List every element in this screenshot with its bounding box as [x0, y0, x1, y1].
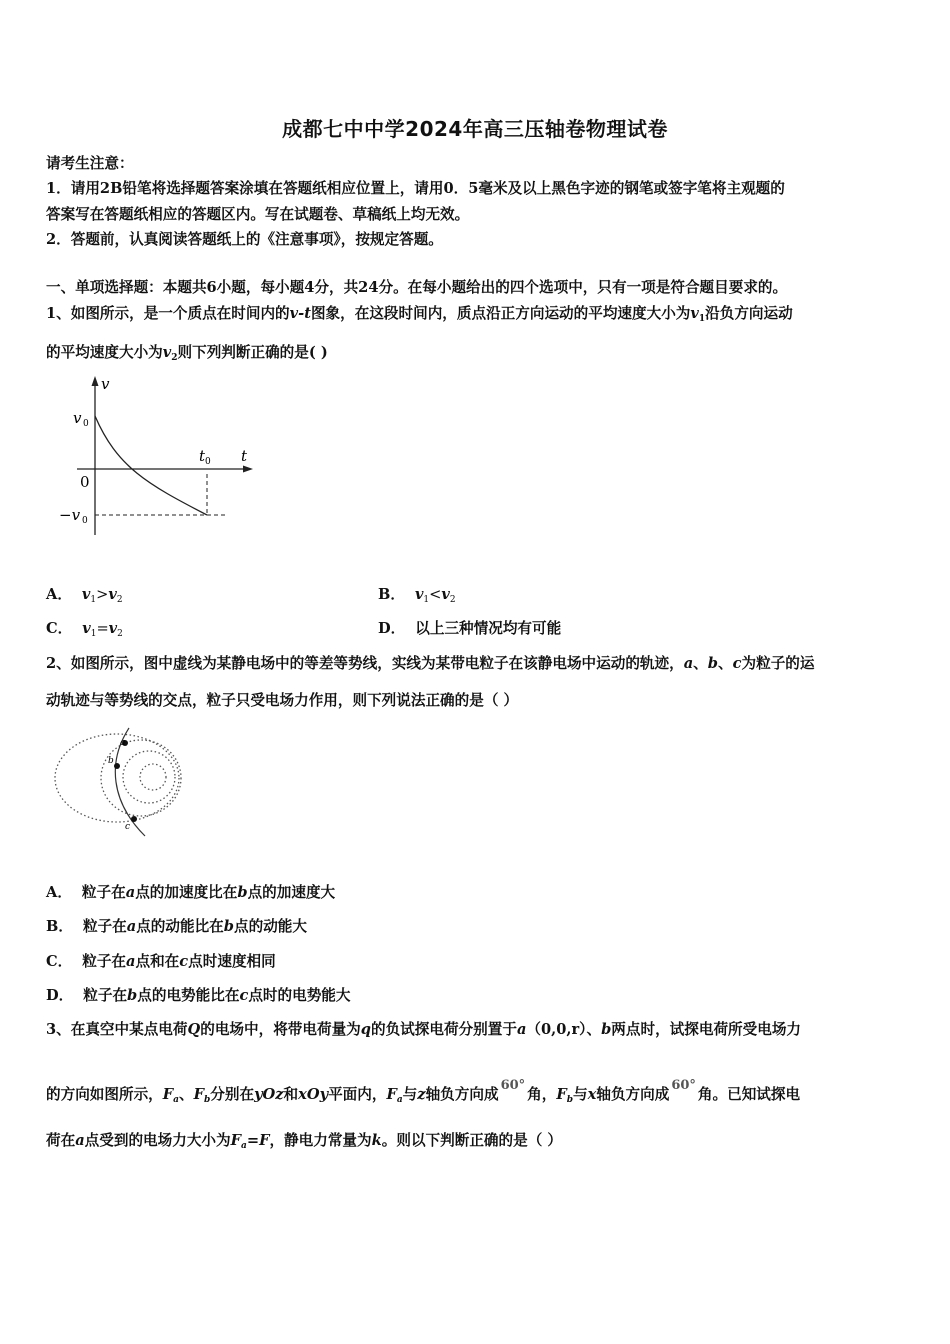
v0-label: v	[73, 409, 82, 427]
q2-line-2: 动轨迹与等势线的交点，粒子只受电场力作用，则下列说法正确的是（ ）	[46, 692, 519, 709]
notice-item-2: 2．答题前，认真阅读答题纸上的《注意事项》，按规定答题。	[46, 231, 443, 248]
notice-item-1a: 1．请用2B铅笔将选择题答案涂填在答题纸相应位置上，请用0．5毫米及以上黑色字迹的钢笔或签字笔将主观题的	[46, 180, 785, 197]
point-c-dot	[131, 816, 137, 822]
point-b-label: b	[108, 756, 114, 766]
t0-sub: 0	[205, 457, 211, 467]
origin-label: 0	[80, 473, 90, 491]
q2-line-1: 2、如图所示，图中虚线为某静电场中的等差等势线，实线为某带电粒子在该静电场中运动的轨迹，a、b、c为粒子的运	[46, 655, 815, 672]
page-title: 成都七中中学2024年高三压轴卷物理试卷	[282, 117, 668, 141]
point-a-label: a	[120, 738, 126, 748]
q1-line-2: 的平均速度大小为$v_2$则下列判断正确的是( )	[46, 344, 328, 363]
q1-option-c[interactable]: C． $v_1=v_2$	[46, 620, 123, 639]
q2-option-b[interactable]: B． 粒子在a点的动能比在b点的动能大	[46, 918, 307, 935]
q1-option-d[interactable]: D． 以上三种情况均有可能	[378, 620, 562, 637]
q3-line-3: 荷在a点受到的电场力大小为$F_a=F$，静电力常量为k。则以下判断正确的是（ ）	[46, 1132, 562, 1151]
notice-heading: 请考生注意：	[46, 155, 134, 172]
axis-t-label: t	[241, 447, 248, 465]
q3-line-2: 的方向如图所示，$F_a$、$F_b$分别在yOz和xOy平面内，$F_a$与z轴负方向成60°角，$F_b$与x轴负方向成60°角。已知试探电	[46, 1078, 801, 1105]
velocity-curve	[95, 416, 207, 515]
point-b-dot	[114, 763, 120, 769]
axis-v-label: v	[101, 375, 110, 393]
equipotential-figure	[45, 722, 195, 842]
notice-item-1b: 答案写在答题纸相应的答题区内。写在试题卷、草稿纸上均无效。	[46, 206, 470, 223]
t0-label: t	[199, 447, 206, 465]
q2-option-a[interactable]: A． 粒子在a点的加速度比在b点的加速度大	[46, 884, 336, 901]
neg-v0-sub: 0	[82, 516, 88, 526]
v-axis-arrow-icon	[92, 376, 99, 386]
vt-graph	[55, 372, 265, 542]
v0-sub: 0	[83, 419, 89, 429]
q1-option-b[interactable]: B． $v_1<v_2$	[378, 586, 456, 605]
q2-option-c[interactable]: C． 粒子在a点和在c点时速度相同	[46, 953, 276, 970]
q3-line-1: 3、在真空中某点电荷Q的电场中，将带电荷量为q的负试探电荷分别置于a（0,0,r）、b两点时，试探电荷所受电场力	[46, 1021, 802, 1038]
q1-option-a[interactable]: A． $v_1>v_2$	[46, 586, 123, 605]
t-axis-arrow-icon	[243, 466, 253, 473]
neg-v0-label: −v	[59, 506, 81, 524]
section-heading: 一、单项选择题：本题共6小题，每小题4分，共24分。在每小题给出的四个选项中，只有一项是符合题目要求的。	[46, 279, 788, 296]
q1-line-1: 1、如图所示，是一个质点在时间内的v-t图象，在这段时间内，质点沿正方向运动的平均速度大小为$v_1$沿负方向运动	[46, 305, 793, 324]
q2-option-d[interactable]: D． 粒子在b点的电势能比在c点时的电势能大	[46, 987, 351, 1004]
point-c-label: c	[125, 822, 131, 832]
